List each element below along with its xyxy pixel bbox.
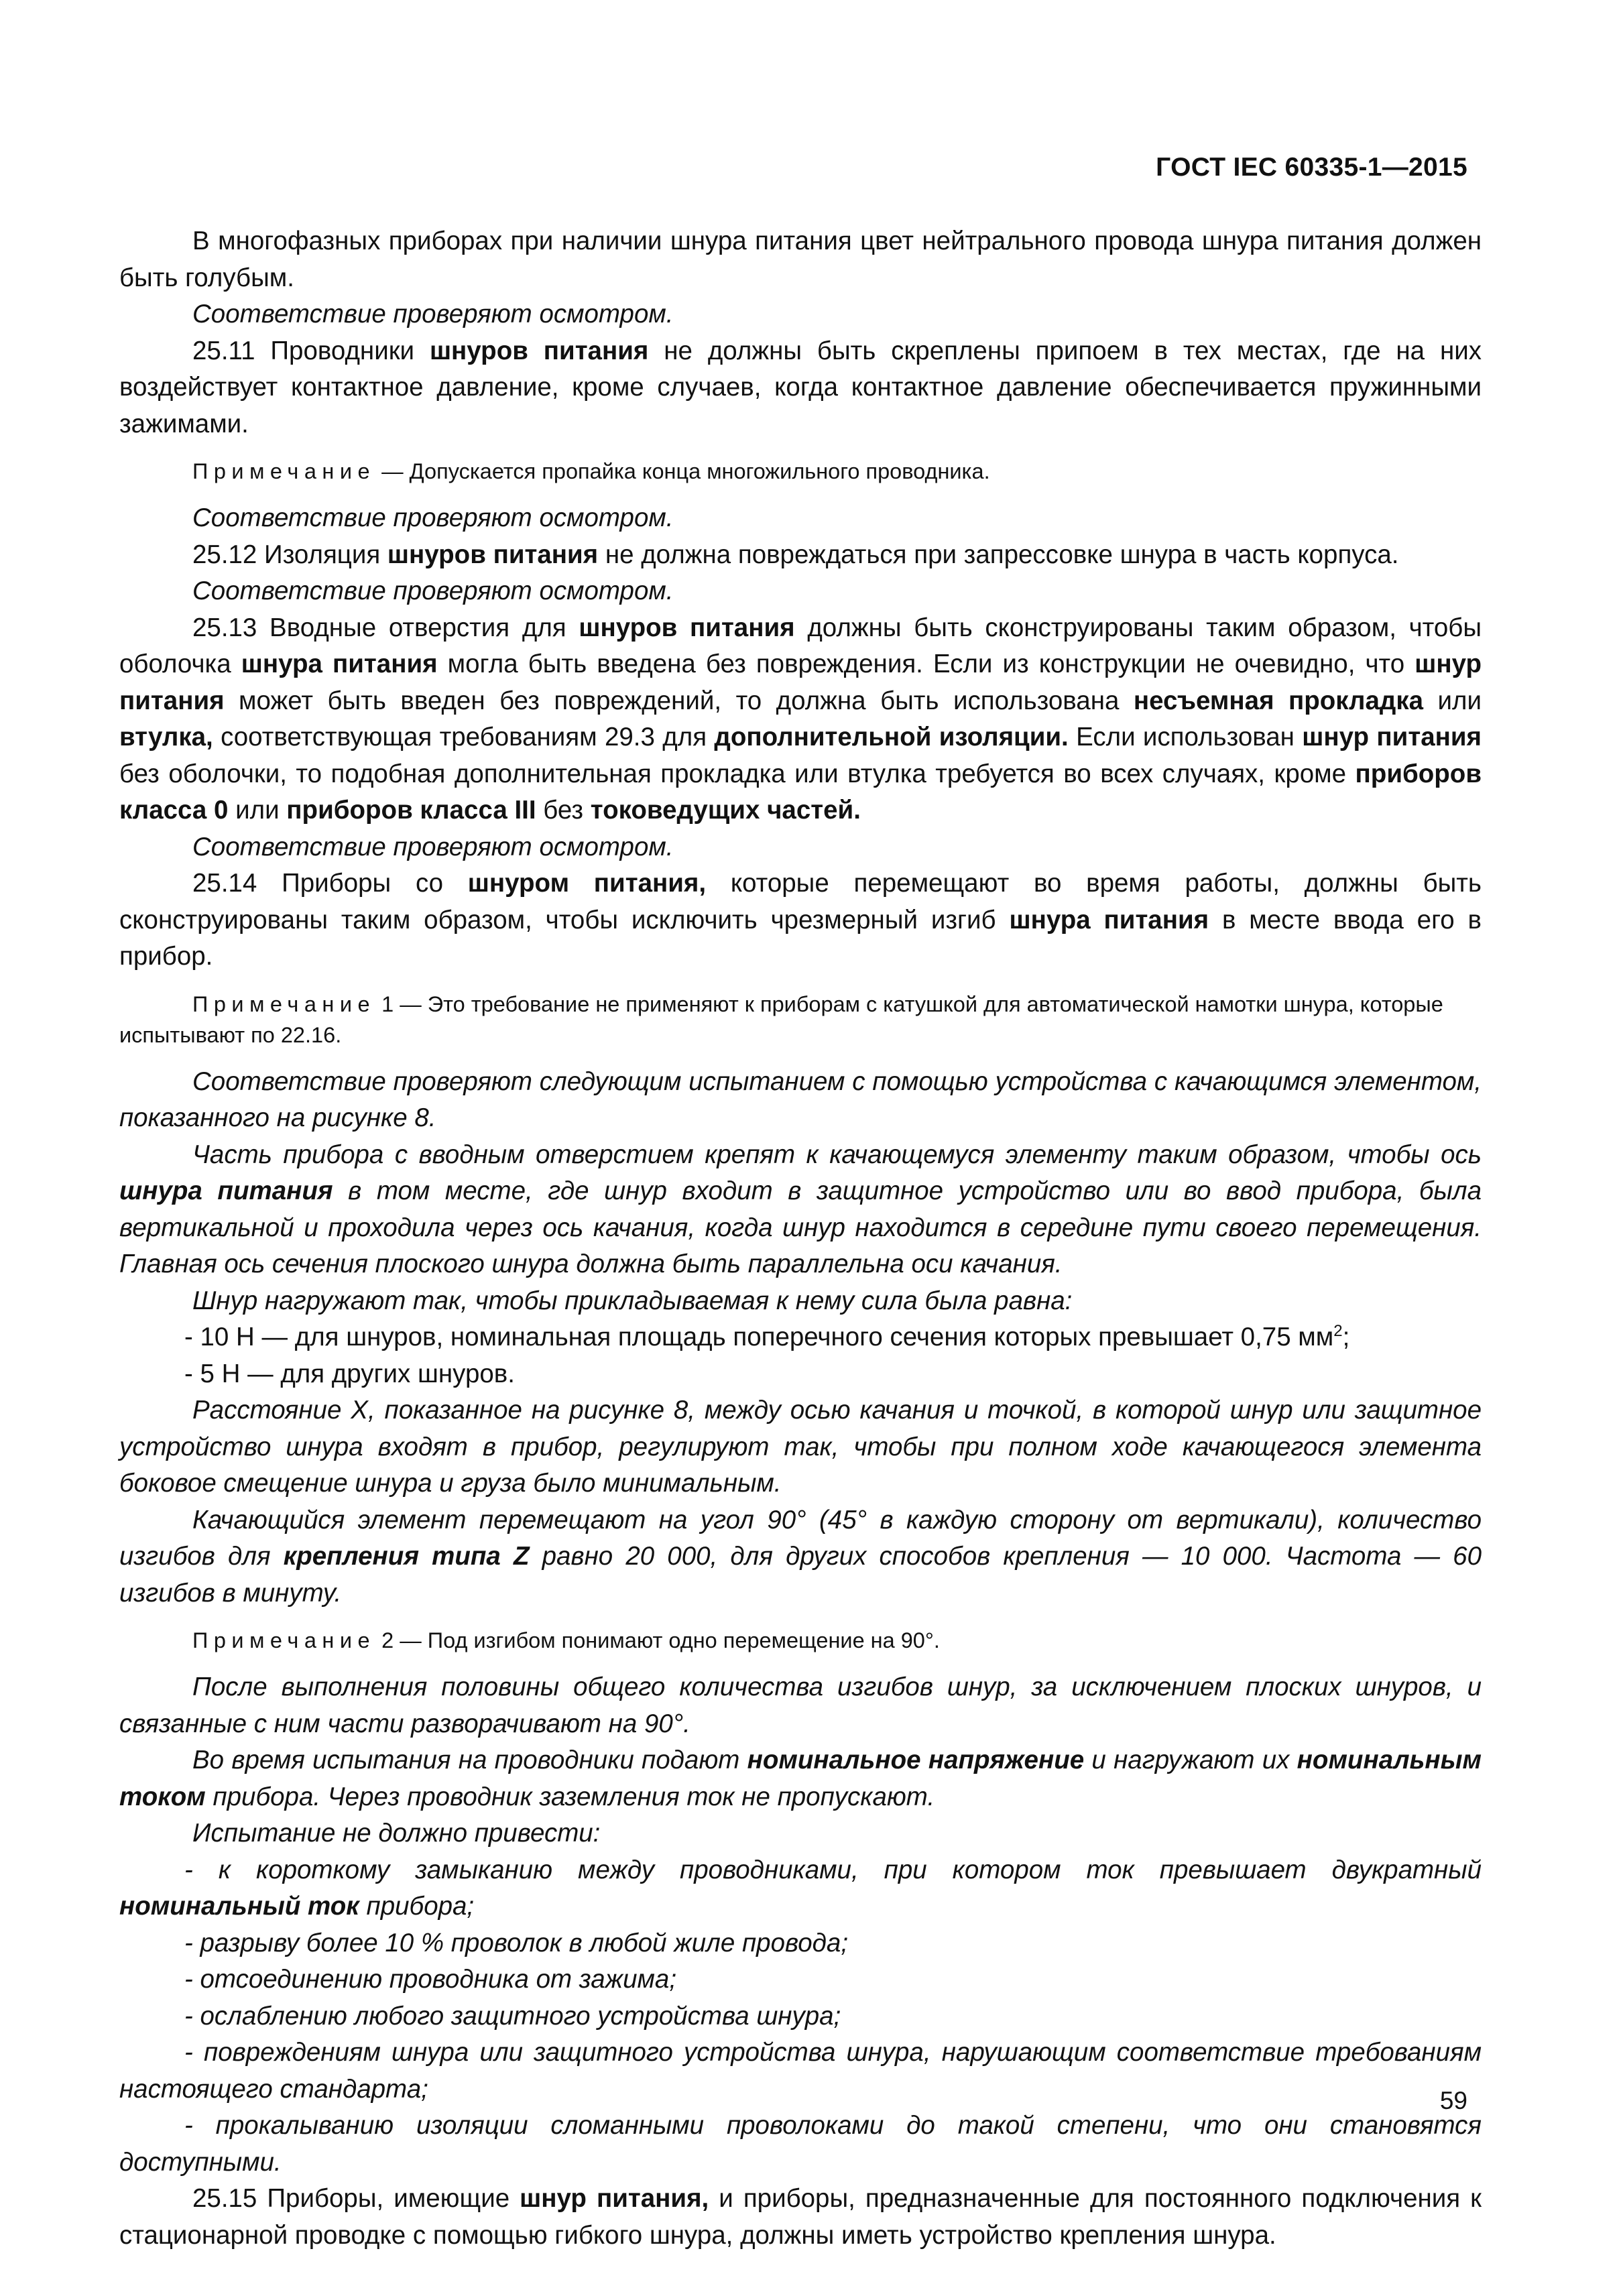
list-item-piercing: - прокалыванию изоляции сломанными проволоками до такой степени, что они становятся доступными. <box>119 2111 1482 2177</box>
list-item-loosening: - ослаблению любого защитного устройства шнура; <box>184 2001 841 2031</box>
test-result-intro: Испытание не должно привести: <box>192 1819 601 1848</box>
test-distance-x: Расстояние X, показанное на рисунке 8, между осью качания и точкой, в которой шнур или защитное устройство шнура входят в прибор, регулируют так, чтобы при полном ходе качающегося элемента боковое смещение шнура и груза было минимальным. <box>119 1396 1482 1498</box>
list-item-damage: - повреждениям шнура или защитного устройства шнура, нарушающим соответствие требованиям настоящего стандарта; <box>119 2038 1482 2104</box>
paragraph-neutral-wire: В многофазных приборах при наличии шнура питания цвет нейтрального провода шнура питания должен быть голубым. <box>119 227 1482 292</box>
clause-25-15: 25.15 Приборы, имеющие шнур питания, и приборы, предназначенные для постоянного подключения к стационарной проводке с помощью гибкого шнура, должны иметь устройство крепления шнура. <box>119 2184 1482 2250</box>
check-note: Соответствие проверяют осмотром. <box>192 300 674 328</box>
test-rotation: После выполнения половины общего количества изгибов шнур, за исключением плоских шнуров, и связанные с ним части разворачивают на 90°. <box>119 1673 1482 1738</box>
standard-header: ГОСТ IEC 60335-1—2015 <box>1156 153 1467 182</box>
test-oscillation: Качающийся элемент перемещают на угол 90° (45° в каждую сторону от вертикали), количество изгибов для крепления типа Z равно 20 000, для других способов крепления — 10 000. Частота — 60 изгибов в минуту. <box>119 1505 1482 1608</box>
check-note: Соответствие проверяют осмотром. <box>192 503 674 532</box>
list-item-strand-break: - разрыву более 10 % проволок в любой жиле провода; <box>184 1928 849 1957</box>
check-note: Соответствие проверяют осмотром. <box>192 577 674 605</box>
test-description: Соответствие проверяют следующим испытанием с помощью устройства с качающимся элементом, показанного на рисунке 8. <box>119 1067 1482 1132</box>
note-soldering: Примечание — Допускается пропайка конца многожильного проводника. <box>192 459 990 483</box>
list-item-short-circuit: - к короткому замыканию между проводниками, при котором ток превышает двукратный номинальный ток прибора; <box>119 1855 1482 1921</box>
test-load-intro: Шнур нагружают так, чтобы прикладываемая к нему сила была равна: <box>192 1286 1073 1315</box>
document-body <box>119 223 1482 2254</box>
list-item-load-10n: - 10 Н — для шнуров, номинальная площадь поперечного сечения которых превышает 0,75 $мм^2$; <box>184 1322 1350 1351</box>
clause-25-12: 25.12 Изоляция шнуров питания не должна повреждаться при запрессовке шнура в часть корпуса. <box>192 540 1399 569</box>
note-1-reel: Примечание 1 — Это требование не применяют к приборам с катушкой для автоматической намотки шнура, которые испытывают по 22.16. <box>119 991 1443 1047</box>
test-voltage: Во время испытания на проводники подают номинальное напряжение и нагружают их номинальным током прибора. Через проводник заземления ток не пропускают. <box>119 1746 1482 1811</box>
check-note: Соответствие проверяют осмотром. <box>192 832 674 861</box>
page-number: 59 <box>1439 2087 1467 2114</box>
test-mounting: Часть прибора с вводным отверстием крепят к качающемуся элементу таким образом, чтобы ось шнура питания в том месте, где шнур входит в защитное устройство или во ввод прибора, была вертикальной и проходила через ось качания, когда шнур находится в середине пути своего перемещения. Главная ось сечения плоского шнура должна быть параллельна оси качания. <box>119 1140 1482 1278</box>
list-item-load-5n: - 5 Н — для других шнуров. <box>184 1359 515 1388</box>
note-2-flexing: Примечание 2 — Под изгибом понимают одно перемещение на 90°. <box>192 1628 940 1652</box>
clause-25-11: 25.11 Проводники шнуров питания не должны быть скреплены припоем в тех местах, где на них воздействует контактное давление, кроме случаев, когда контактное давление обеспечивается пружинными зажимами. <box>119 336 1482 438</box>
clause-25-13: 25.13 Вводные отверстия для шнуров питания должны быть сконструированы таким образом, чтобы оболочка шнура питания могла быть введена без повреждения. Если из конструкции не очевидно, что шнур питания может быть введен без повреждений, то должна быть использована несъемная прокладка или втулка, соответствующая требованиям 29.3 для дополнительной изоляции. Если использован шнур питания без оболочки, то подобная дополнительная прокладка или втулка требуется во всех случаях, кроме приборов класса 0 или приборов класса III без токоведущих частей. <box>119 613 1482 825</box>
list-item-disconnect: - отсоединению проводника от зажима; <box>184 1965 677 1994</box>
clause-25-14: 25.14 Приборы со шнуром питания, которые перемещают во время работы, должны быть сконструированы таким образом, чтобы исключить чрезмерный изгиб шнура питания в месте ввода его в прибор. <box>119 869 1482 971</box>
